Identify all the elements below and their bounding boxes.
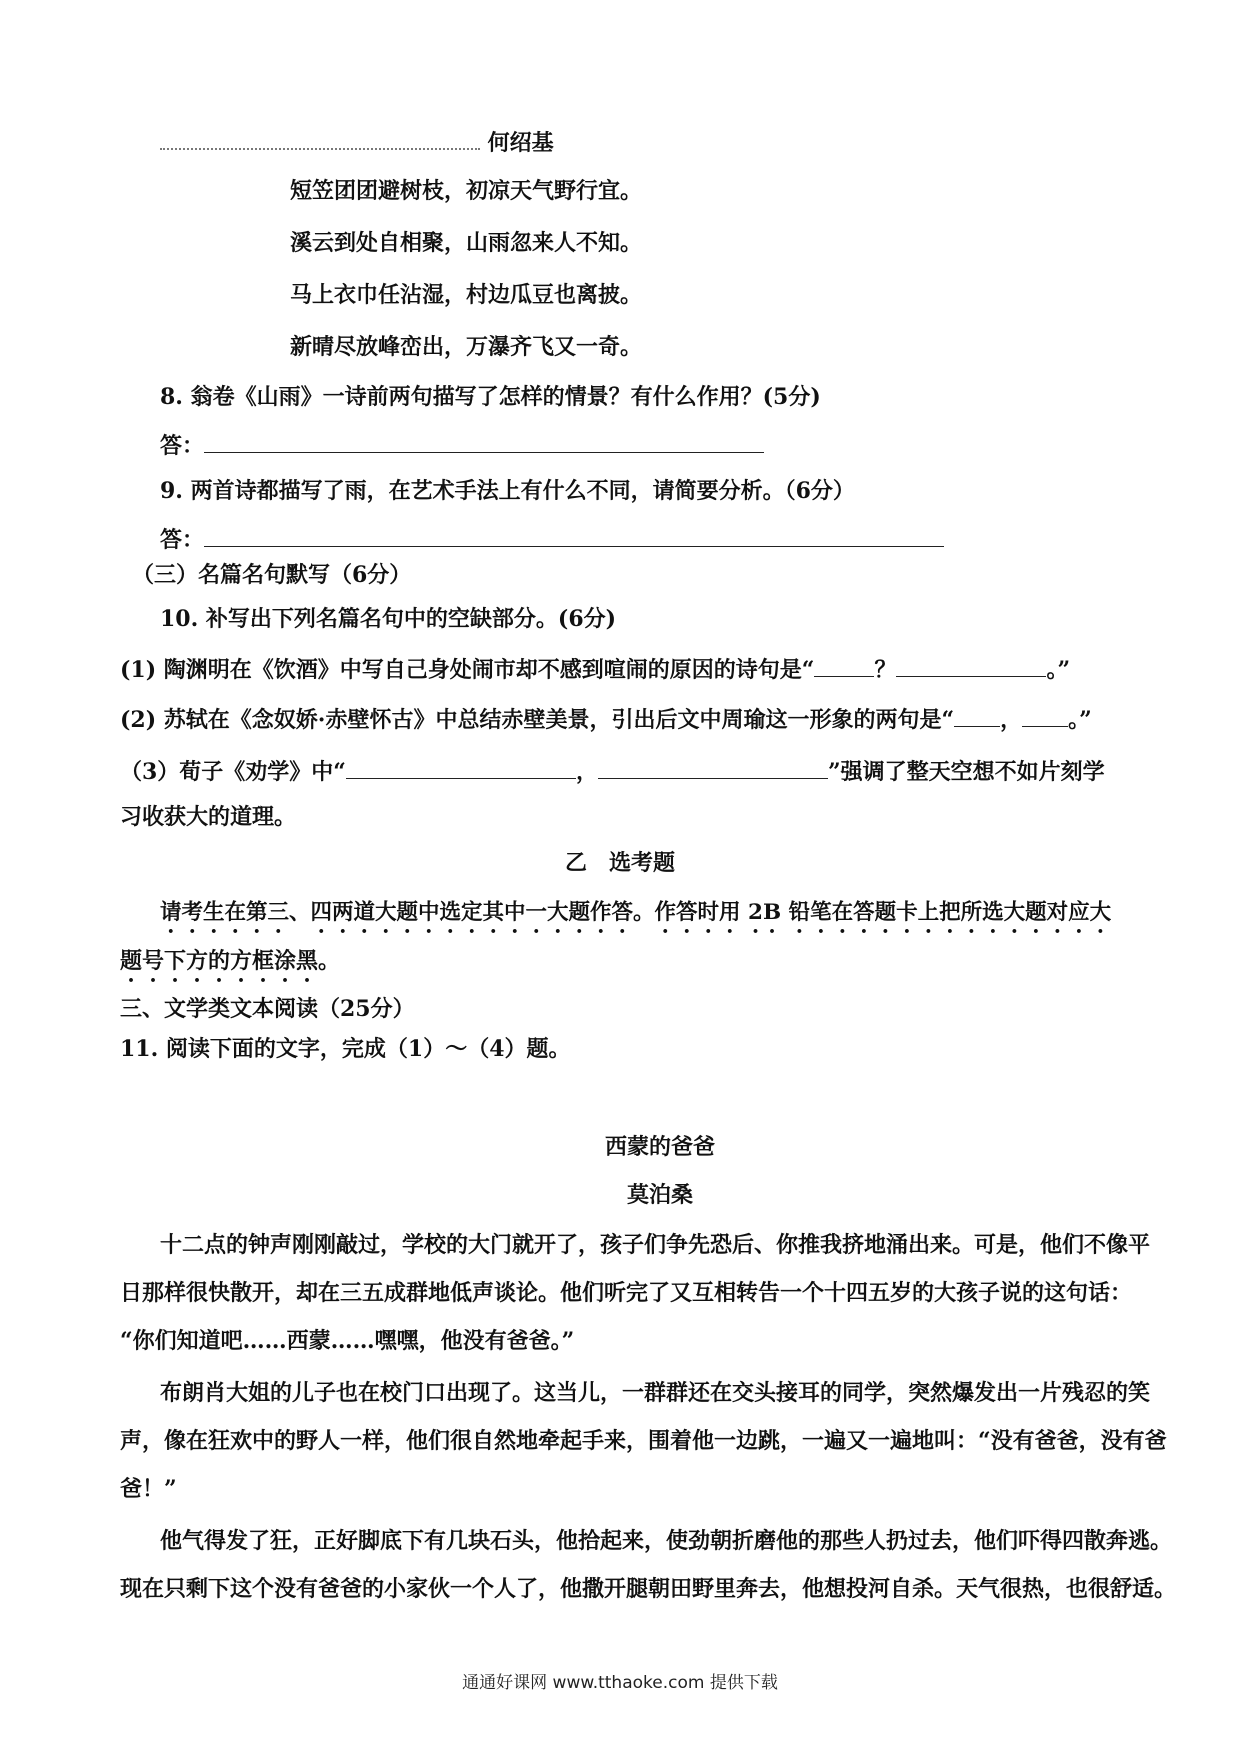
story-p2-line-3: 爸！” <box>120 1476 177 1502</box>
answer-line-8[interactable] <box>204 430 764 453</box>
answer-label: 答： <box>160 433 205 459</box>
story-p1-line-3: “你们知道吧……西蒙……嘿嘿，他没有爸爸。” <box>120 1328 575 1354</box>
dictation-item-2-end: 。” <box>1068 707 1092 733</box>
dotted-leader <box>160 146 480 150</box>
blank-2b[interactable] <box>1022 704 1068 727</box>
poem-author-line <box>160 128 554 158</box>
dictation-item-2-text: (2) 苏轼在《念奴娇·赤壁怀古》中总结赤壁美景，引出后文中周瑜这一形象的两句是“ <box>120 707 955 733</box>
dictation-item-1 <box>120 654 1070 685</box>
dictation-item-3 <box>120 756 1105 787</box>
poem-line-4: 新晴尽放峰峦出，万瀑齐飞又一奇。 <box>290 334 643 360</box>
dictation-item-3-sep: ， <box>575 759 598 785</box>
poem-line-2: 溪云到处自相聚，山雨忽来人不知。 <box>290 230 643 256</box>
story-p1-line-2: 日那样很快散开，却在三五成群地低声谈论。他们听完了又互相转告一个十四五岁的大孩子说的这句话： <box>120 1280 1133 1306</box>
story-author: 莫泊桑 <box>626 1182 693 1208</box>
dictation-item-2 <box>120 704 1092 735</box>
question-8-answer <box>160 430 764 461</box>
story-p1-line-1: 十二点的钟声刚刚敲过，学校的大门就开了，孩子们争先恐后、你推我挤地涌出来。可是，他们不像平 <box>160 1232 1151 1258</box>
part-3-heading: 三、文学类文本阅读（25分） <box>120 996 415 1022</box>
story-title: 西蒙的爸爸 <box>604 1134 715 1160</box>
part-b-instruction-2: 题号下方的方框涂黑。 <box>120 948 341 974</box>
dictation-item-3-text: （3）荀子《劝学》中“ <box>120 759 346 785</box>
story-p3-line-1: 他气得发了狂，正好脚底下有几块石头，他拾起来，使劲朝折磨他的那些人扔过去，他们吓得四散奔逃。 <box>160 1528 1173 1554</box>
poem-author: 何绍基 <box>487 130 554 156</box>
page-footer: 通通好课网 www.tthaoke.com 提供下载 <box>462 1673 778 1693</box>
poem-line-3: 马上衣巾任沾湿，村边瓜豆也离披。 <box>290 282 643 308</box>
dictation-item-1-text: (1) 陶渊明在《饮酒》中写自己身处闹市却不感到喧闹的原因的诗句是“ <box>120 657 815 683</box>
dictation-item-2-sep: ， <box>1000 707 1023 733</box>
blank-1a[interactable] <box>814 654 874 677</box>
dictation-item-3-cont: 习收获大的道理。 <box>120 804 297 830</box>
question-9-answer <box>160 524 944 555</box>
section-heading-dictation: （三）名篇名句默写（6分） <box>132 562 412 588</box>
poem-line-1: 短笠团团避树枝，初凉天气野行宜。 <box>290 178 643 204</box>
question-11: 11. 阅读下面的文字，完成（1）～（4）题。 <box>120 1036 571 1062</box>
story-p3-line-2: 现在只剩下这个没有爸爸的小家伙一个人了，他撒开腿朝田野里奔去，他想投河自杀。天气很热，也很舒适。 <box>120 1576 1177 1602</box>
dictation-item-1-sep: ？ <box>874 657 897 683</box>
question-10: 10. 补写出下列名篇名句中的空缺部分。(6分) <box>160 606 617 632</box>
part-b-title: 乙 选考题 <box>564 850 675 876</box>
story-p2-line-2: 声，像在狂欢中的野人一样，他们很自然地牵起手来，围着他一边跳，一遍又一遍地叫：“没有爸爸，没有爸 <box>120 1428 1167 1454</box>
dictation-item-1-end: 。” <box>1046 657 1071 683</box>
part-b-instruction-1: 请考生在第三、四两道大题中选定其中一大题作答。作答时用 2B 铅笔在答题卡上把所选大题对应大 <box>160 900 1112 925</box>
blank-1b[interactable] <box>896 654 1046 677</box>
story-p2-line-1: 布朗肖大姐的儿子也在校门口出现了。这当儿，一群群还在交头接耳的同学，突然爆发出一片残忍的笑 <box>160 1380 1151 1406</box>
question-8: 8. 翁卷《山雨》一诗前两句描写了怎样的情景？有什么作用？(5分) <box>160 384 821 410</box>
blank-3a[interactable] <box>346 756 576 779</box>
answer-label: 答： <box>160 527 205 553</box>
answer-line-9[interactable] <box>204 524 944 547</box>
blank-3b[interactable] <box>598 756 828 779</box>
dictation-item-3-end: ”强调了整天空想不如片刻学 <box>827 759 1105 785</box>
question-9: 9. 两首诗都描写了雨，在艺术手法上有什么不同，请简要分析。（6分） <box>160 478 855 504</box>
blank-2a[interactable] <box>954 704 1000 727</box>
